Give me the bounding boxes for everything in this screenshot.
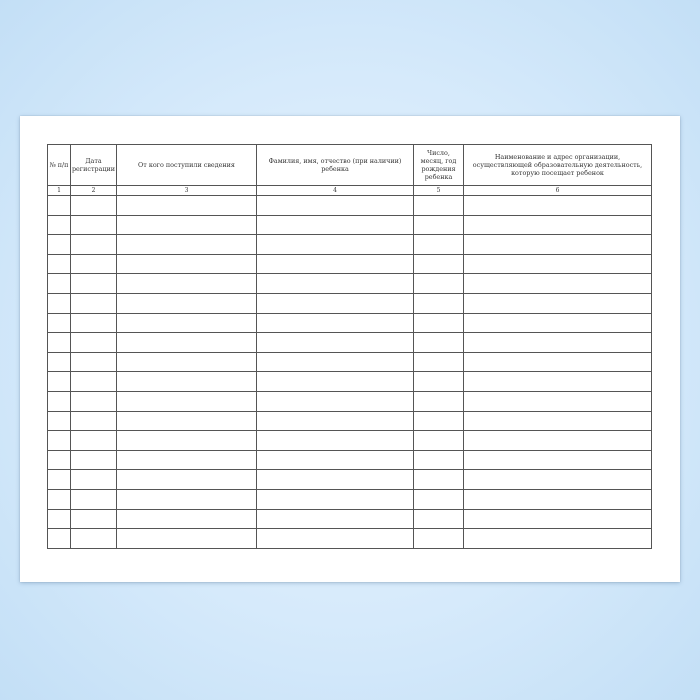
table-cell — [48, 352, 71, 372]
table-cell — [71, 431, 117, 451]
table-cell — [464, 313, 652, 333]
table-cell — [464, 489, 652, 509]
table-cell — [71, 215, 117, 235]
table-cell — [71, 333, 117, 353]
table-cell — [117, 450, 257, 470]
table-cell — [48, 196, 71, 216]
table-cell — [71, 470, 117, 490]
table-cell — [71, 391, 117, 411]
table-cell — [71, 274, 117, 294]
table-cell — [464, 196, 652, 216]
table-cell — [414, 372, 464, 392]
table-cell — [414, 215, 464, 235]
table-row — [48, 215, 652, 235]
table-cell — [71, 293, 117, 313]
table-cell — [257, 411, 414, 431]
table-cell — [48, 489, 71, 509]
table-cell — [414, 431, 464, 451]
table-cell — [48, 333, 71, 353]
table-cell — [257, 352, 414, 372]
table-cell — [48, 372, 71, 392]
table-cell — [414, 235, 464, 255]
table-cell — [117, 489, 257, 509]
table-cell — [414, 450, 464, 470]
column-header-organization: Наименование и адрес организации, осуществляющей образовательную деятельность, которую посещает ребенок — [464, 145, 652, 186]
table-cell — [257, 391, 414, 411]
table-row — [48, 391, 652, 411]
column-number-row — [48, 186, 652, 196]
table-cell — [117, 352, 257, 372]
table-cell — [464, 411, 652, 431]
table-cell — [117, 431, 257, 451]
table-cell — [117, 196, 257, 216]
table-cell — [48, 509, 71, 529]
column-header-child-name: Фамилия, имя, отчество (при наличии) ребенка — [257, 145, 414, 186]
table-cell — [48, 293, 71, 313]
table-row — [48, 450, 652, 470]
table-cell — [464, 235, 652, 255]
column-number: 2 — [71, 186, 117, 196]
table-cell — [117, 411, 257, 431]
table-cell — [71, 254, 117, 274]
table-cell — [257, 215, 414, 235]
table-cell — [257, 450, 414, 470]
table-cell — [414, 411, 464, 431]
table-cell — [71, 489, 117, 509]
table-cell — [71, 411, 117, 431]
table-cell — [71, 450, 117, 470]
table-cell — [257, 293, 414, 313]
table-cell — [117, 254, 257, 274]
table-cell — [117, 529, 257, 549]
table-cell — [257, 489, 414, 509]
table-cell — [48, 215, 71, 235]
table-cell — [257, 333, 414, 353]
table-cell — [71, 196, 117, 216]
table-row — [48, 372, 652, 392]
column-number: 3 — [117, 186, 257, 196]
column-header-source: От кого поступили сведения — [117, 145, 257, 186]
table-row — [48, 293, 652, 313]
table-cell — [71, 352, 117, 372]
table-body — [48, 196, 652, 549]
table-cell — [257, 470, 414, 490]
table-cell — [464, 431, 652, 451]
table-row — [48, 431, 652, 451]
table-cell — [257, 235, 414, 255]
table-cell — [414, 489, 464, 509]
table-cell — [464, 391, 652, 411]
table-cell — [414, 391, 464, 411]
table-cell — [414, 293, 464, 313]
table-cell — [464, 215, 652, 235]
journal-page — [20, 116, 680, 582]
table-cell — [71, 235, 117, 255]
table-cell — [48, 529, 71, 549]
table-cell — [464, 293, 652, 313]
table-cell — [257, 313, 414, 333]
table-cell — [117, 470, 257, 490]
table-cell — [464, 529, 652, 549]
table-row — [48, 529, 652, 549]
table-cell — [48, 411, 71, 431]
registration-table — [47, 144, 652, 549]
table-cell — [71, 313, 117, 333]
table-cell — [117, 313, 257, 333]
table-cell — [414, 529, 464, 549]
table-cell — [414, 509, 464, 529]
table-cell — [464, 254, 652, 274]
table-row — [48, 411, 652, 431]
table-cell — [257, 509, 414, 529]
table-cell — [117, 372, 257, 392]
table-cell — [257, 431, 414, 451]
column-header-birth-date: Число, месяц, год рождения ребенка — [414, 145, 464, 186]
table-cell — [257, 372, 414, 392]
table-cell — [414, 196, 464, 216]
table-cell — [48, 450, 71, 470]
table-row — [48, 470, 652, 490]
table-cell — [414, 333, 464, 353]
table-cell — [464, 274, 652, 294]
column-number: 4 — [257, 186, 414, 196]
table-cell — [117, 509, 257, 529]
table-cell — [71, 509, 117, 529]
table-cell — [48, 235, 71, 255]
table-cell — [257, 254, 414, 274]
table-cell — [117, 215, 257, 235]
table-row — [48, 196, 652, 216]
table-cell — [464, 470, 652, 490]
table-row — [48, 235, 652, 255]
column-header-registration-date: Дата регистрации — [71, 145, 117, 186]
table-cell — [464, 372, 652, 392]
table-cell — [48, 274, 71, 294]
column-header-number: № п/п — [48, 145, 71, 186]
table-cell — [257, 529, 414, 549]
table-cell — [117, 274, 257, 294]
table-cell — [117, 391, 257, 411]
column-number: 1 — [48, 186, 71, 196]
table-row — [48, 274, 652, 294]
table-cell — [71, 372, 117, 392]
table-row — [48, 509, 652, 529]
table-row — [48, 333, 652, 353]
table-cell — [414, 254, 464, 274]
table-cell — [117, 293, 257, 313]
table-row — [48, 313, 652, 333]
table-cell — [48, 254, 71, 274]
table-row — [48, 254, 652, 274]
table-cell — [464, 333, 652, 353]
table-cell — [117, 333, 257, 353]
table-cell — [71, 529, 117, 549]
column-number: 6 — [464, 186, 652, 196]
table-cell — [257, 274, 414, 294]
table-cell — [48, 470, 71, 490]
table-row — [48, 352, 652, 372]
table-cell — [48, 313, 71, 333]
table-cell — [464, 509, 652, 529]
table-cell — [48, 391, 71, 411]
table-cell — [464, 450, 652, 470]
table-cell — [117, 235, 257, 255]
table-cell — [48, 431, 71, 451]
table-cell — [257, 196, 414, 216]
table-cell — [414, 274, 464, 294]
table-cell — [414, 470, 464, 490]
table-cell — [414, 313, 464, 333]
table-row — [48, 489, 652, 509]
table-cell — [464, 352, 652, 372]
table-cell — [414, 352, 464, 372]
column-number: 5 — [414, 186, 464, 196]
header-row — [48, 145, 652, 186]
